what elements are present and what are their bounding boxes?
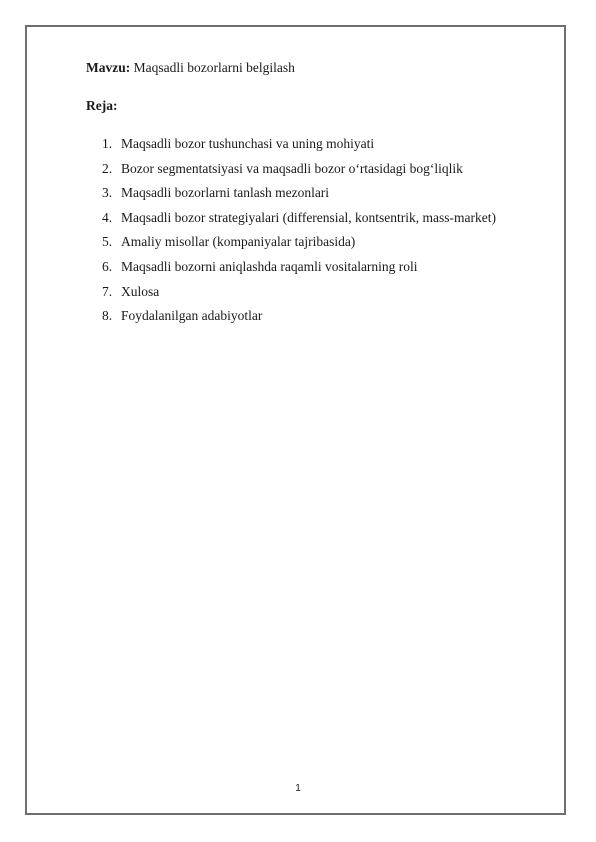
plan-item-8 xyxy=(102,307,496,332)
plan-item-text: Amaliy misollar (kompaniyalar tajribasida) xyxy=(121,234,356,250)
plan-item-number: 7. xyxy=(102,283,113,299)
plan-item-number: 3. xyxy=(102,185,113,201)
plan-item-text: Xulosa xyxy=(121,283,160,299)
plan-item-text: Maqsadli bozorlarni tanlash mezonlari xyxy=(121,185,330,201)
plan-item-text: Maqsadli bozor strategiyalari (differensial, kontsentrik, mass-market) xyxy=(121,209,497,225)
plan-item-text: Maqsadli bozorni aniqlashda raqamli vositalarning roli xyxy=(121,258,418,274)
plan-item-text: Maqsadli bozor tushunchasi va uning mohiyati xyxy=(121,136,375,151)
topic-label: Mavzu: xyxy=(86,60,131,75)
plan-item-text: Foydalanilgan adabiyotlar xyxy=(121,308,263,324)
topic-text: Maqsadli bozorlarni belgilash xyxy=(133,60,295,75)
plan-item-7 xyxy=(102,283,496,308)
plan-item-text: Bozor segmentatsiyasi va maqsadli bozor o‘rtasidagi bog‘liqlik xyxy=(121,160,463,176)
plan-item-number: 1. xyxy=(102,136,113,151)
plan-item-6 xyxy=(102,258,496,283)
plan-item-4 xyxy=(102,209,496,234)
plan-item-1 xyxy=(102,135,496,160)
plan-item-number: 8. xyxy=(102,308,113,324)
plan-item-2 xyxy=(102,160,496,185)
topic-line xyxy=(86,59,295,77)
plan-heading: Reja: xyxy=(86,98,118,113)
plan-item-5 xyxy=(102,233,496,258)
plan-item-number: 6. xyxy=(102,258,113,274)
plan-item-number: 2. xyxy=(102,160,113,176)
plan-list xyxy=(102,135,496,332)
page-number: 1 xyxy=(295,783,301,794)
plan-item-3 xyxy=(102,184,496,209)
plan-item-number: 4. xyxy=(102,209,113,225)
plan-item-number: 5. xyxy=(102,234,113,250)
